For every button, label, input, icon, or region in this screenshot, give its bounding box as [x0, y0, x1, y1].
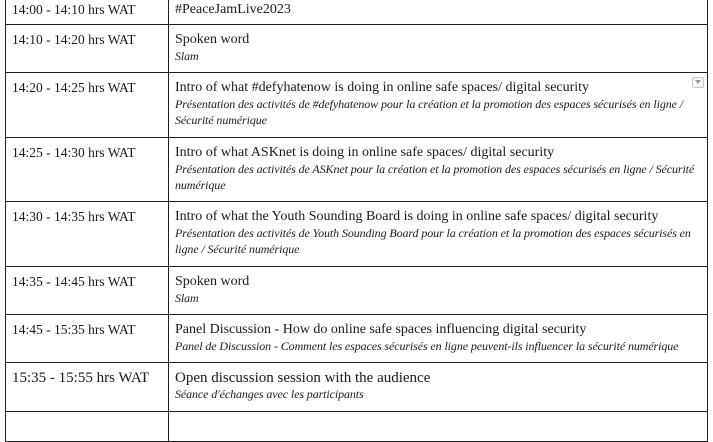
session-cell: [169, 73, 708, 138]
table-row: [6, 267, 708, 315]
session-title: Panel Discussion - How do online safe spaces influencing digital security: [175, 322, 587, 337]
session-title-fr: Présentation des activités de #defyhatenow pour la création et la promotion des espaces sécurisés en ligne / Sécurité numérique: [175, 97, 683, 127]
session-cell: [169, 25, 708, 73]
session-cell: [169, 315, 708, 363]
session-title: Intro of what the Youth Sounding Board is doing in online safe spaces/ digital security: [175, 209, 659, 224]
session-cell: [169, 0, 708, 25]
table-row: [6, 202, 708, 267]
table-row: [6, 412, 708, 442]
session-title: Spoken word: [175, 32, 250, 47]
table-row: [6, 315, 708, 363]
session-cell: [169, 202, 708, 267]
time-cell: 14:00 - 14:10 hrs WAT: [6, 0, 169, 25]
time-cell: 14:20 - 14:25 hrs WAT: [6, 73, 169, 138]
session-title: Spoken word: [175, 274, 250, 289]
table-row: [6, 0, 708, 25]
session-title: Intro of what #defyhatenow is doing in online safe spaces/ digital security: [175, 80, 590, 95]
session-title-fr: Panel de Discussion - Comment les espaces sécurisés en ligne peuvent-ils influencer la sécurité numérique: [175, 339, 679, 353]
session-cell: [169, 363, 708, 412]
session-title: Open discussion session with the audience: [175, 370, 431, 386]
session-title-fr: Slam: [175, 49, 199, 63]
table-row: [6, 363, 708, 412]
session-title-fr: Présentation des activités de Youth Sounding Board pour la création et la promotion des espaces sécurisés en ligne / Sécurité numérique: [175, 226, 691, 256]
session-cell: [169, 267, 708, 315]
table-row: [6, 25, 708, 73]
agenda-table: [5, 0, 708, 442]
session-title: Intro of what ASKnet is doing in online safe spaces/ digital security: [175, 145, 555, 160]
session-title: #PeaceJamLive2023: [175, 2, 291, 17]
session-title-fr: Slam: [175, 291, 199, 305]
time-cell: 14:45 - 15:35 hrs WAT: [6, 315, 169, 363]
table-row: [6, 73, 708, 138]
time-cell: 15:35 - 15:55 hrs WAT: [6, 363, 169, 412]
time-cell: 14:30 - 14:35 hrs WAT: [6, 202, 169, 267]
session-cell: [169, 412, 708, 442]
time-cell: 14:25 - 14:30 hrs WAT: [6, 138, 169, 202]
time-cell: [6, 412, 169, 442]
time-cell: 14:10 - 14:20 hrs WAT: [6, 25, 169, 73]
session-cell: [169, 138, 708, 202]
chevron-down-icon[interactable]: [692, 77, 704, 88]
session-title-fr: Séance d'échanges avec les participants: [175, 387, 364, 401]
time-cell: 14:35 - 14:45 hrs WAT: [6, 267, 169, 315]
table-row: [6, 138, 708, 202]
session-title-fr: Présentation des activités de ASKnet pour la création et la promotion des espaces sécurisés en ligne / Sécurité numérique: [175, 162, 695, 192]
